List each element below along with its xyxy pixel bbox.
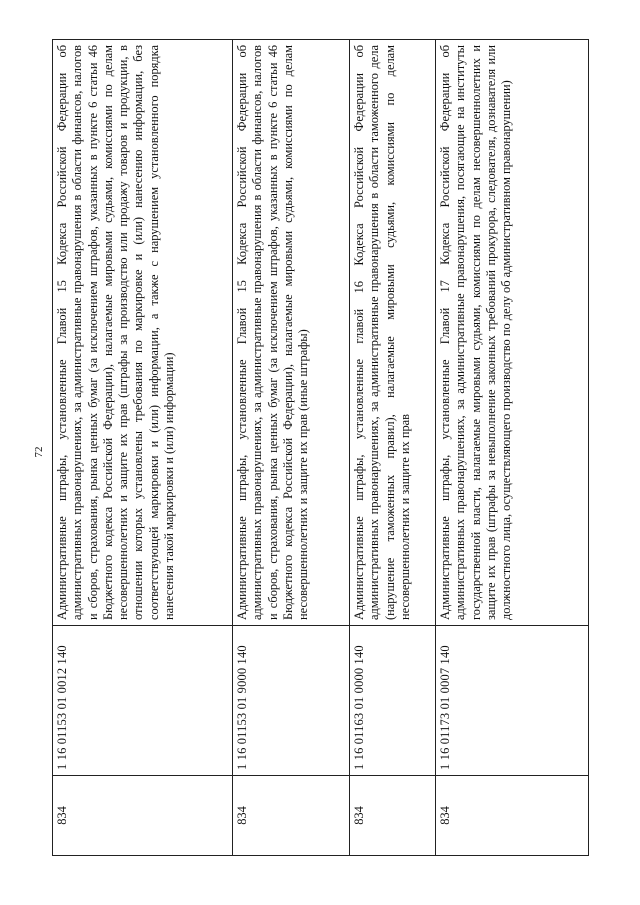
admin-code-cell: 834: [350, 776, 436, 856]
table-row: [233, 40, 350, 856]
admin-code-cell: 834: [233, 776, 350, 856]
budget-classification-table: [52, 39, 589, 856]
table-container: [52, 40, 588, 856]
description-cell: Административные штрафы, установленные Главой 15 Кодекса Российской Федерации об административных правонарушениях, за административные правонарушения в области финансов, налогов и сборов, страхования, рынка ценных бумаг (за исключением штрафов, указанных в пункте 6 статьи 46 Бюджетного кодекса Российской Федерации), налагаемые мировыми судьями, комиссиями по делам несовершеннолетних и защите их прав (штрафы за производство или продажу товаров и продукции, в отношении которых установлены требования по маркировке и (или) нанесению информации, без соответствующей маркировки и (или) информации, а также с нарушением установленного порядка нанесения такой маркировки и (или) информации): [53, 40, 233, 626]
description-cell: Административные штрафы, установленные главой 16 Кодекса Российской Федерации об административных правонарушениях, за административные правонарушения в области таможенного дела (нарушение таможенных правил), налагаемые мировыми судьями, комиссиями по делам несовершеннолетних и защите их прав: [350, 40, 436, 626]
admin-code-cell: 834: [436, 776, 589, 856]
kbk-code-cell: 1 16 01153 01 9000 140: [233, 626, 350, 776]
table-row: [53, 40, 233, 856]
table-row: [436, 40, 589, 856]
kbk-code-cell: 1 16 01153 01 0012 140: [53, 626, 233, 776]
table-row: [350, 40, 436, 856]
kbk-code-cell: 1 16 01173 01 0007 140: [436, 626, 589, 776]
kbk-code-cell: 1 16 01163 01 0000 140: [350, 626, 436, 776]
admin-code-cell: 834: [53, 776, 233, 856]
description-cell: Административные штрафы, установленные Главой 15 Кодекса Российской Федерации об административных правонарушениях, за административные правонарушения в области финансов, налогов и сборов, страхования, рынка ценных бумаг (за исключением штрафов, указанных в пункте 6 статьи 46 Бюджетного кодекса Российской Федерации), налагаемые мировыми судьями, комиссиями по делам несовершеннолетних и защите их прав (иные штрафы): [233, 40, 350, 626]
description-cell: Административные штрафы, установленные Главой 17 Кодекса Российской Федерации об административных правонарушениях, за административные правонарушения, посягающие на институты государственной власти, налагаемые мировыми судьями, комиссиями по делам несовершеннолетних и защите их прав (штрафы за невыполнение законных требований прокурора, следователя, дознавателя или должностного лица, осуществляющего производство по делу об административном правонарушении): [436, 40, 589, 626]
page-number: 72: [33, 446, 45, 458]
